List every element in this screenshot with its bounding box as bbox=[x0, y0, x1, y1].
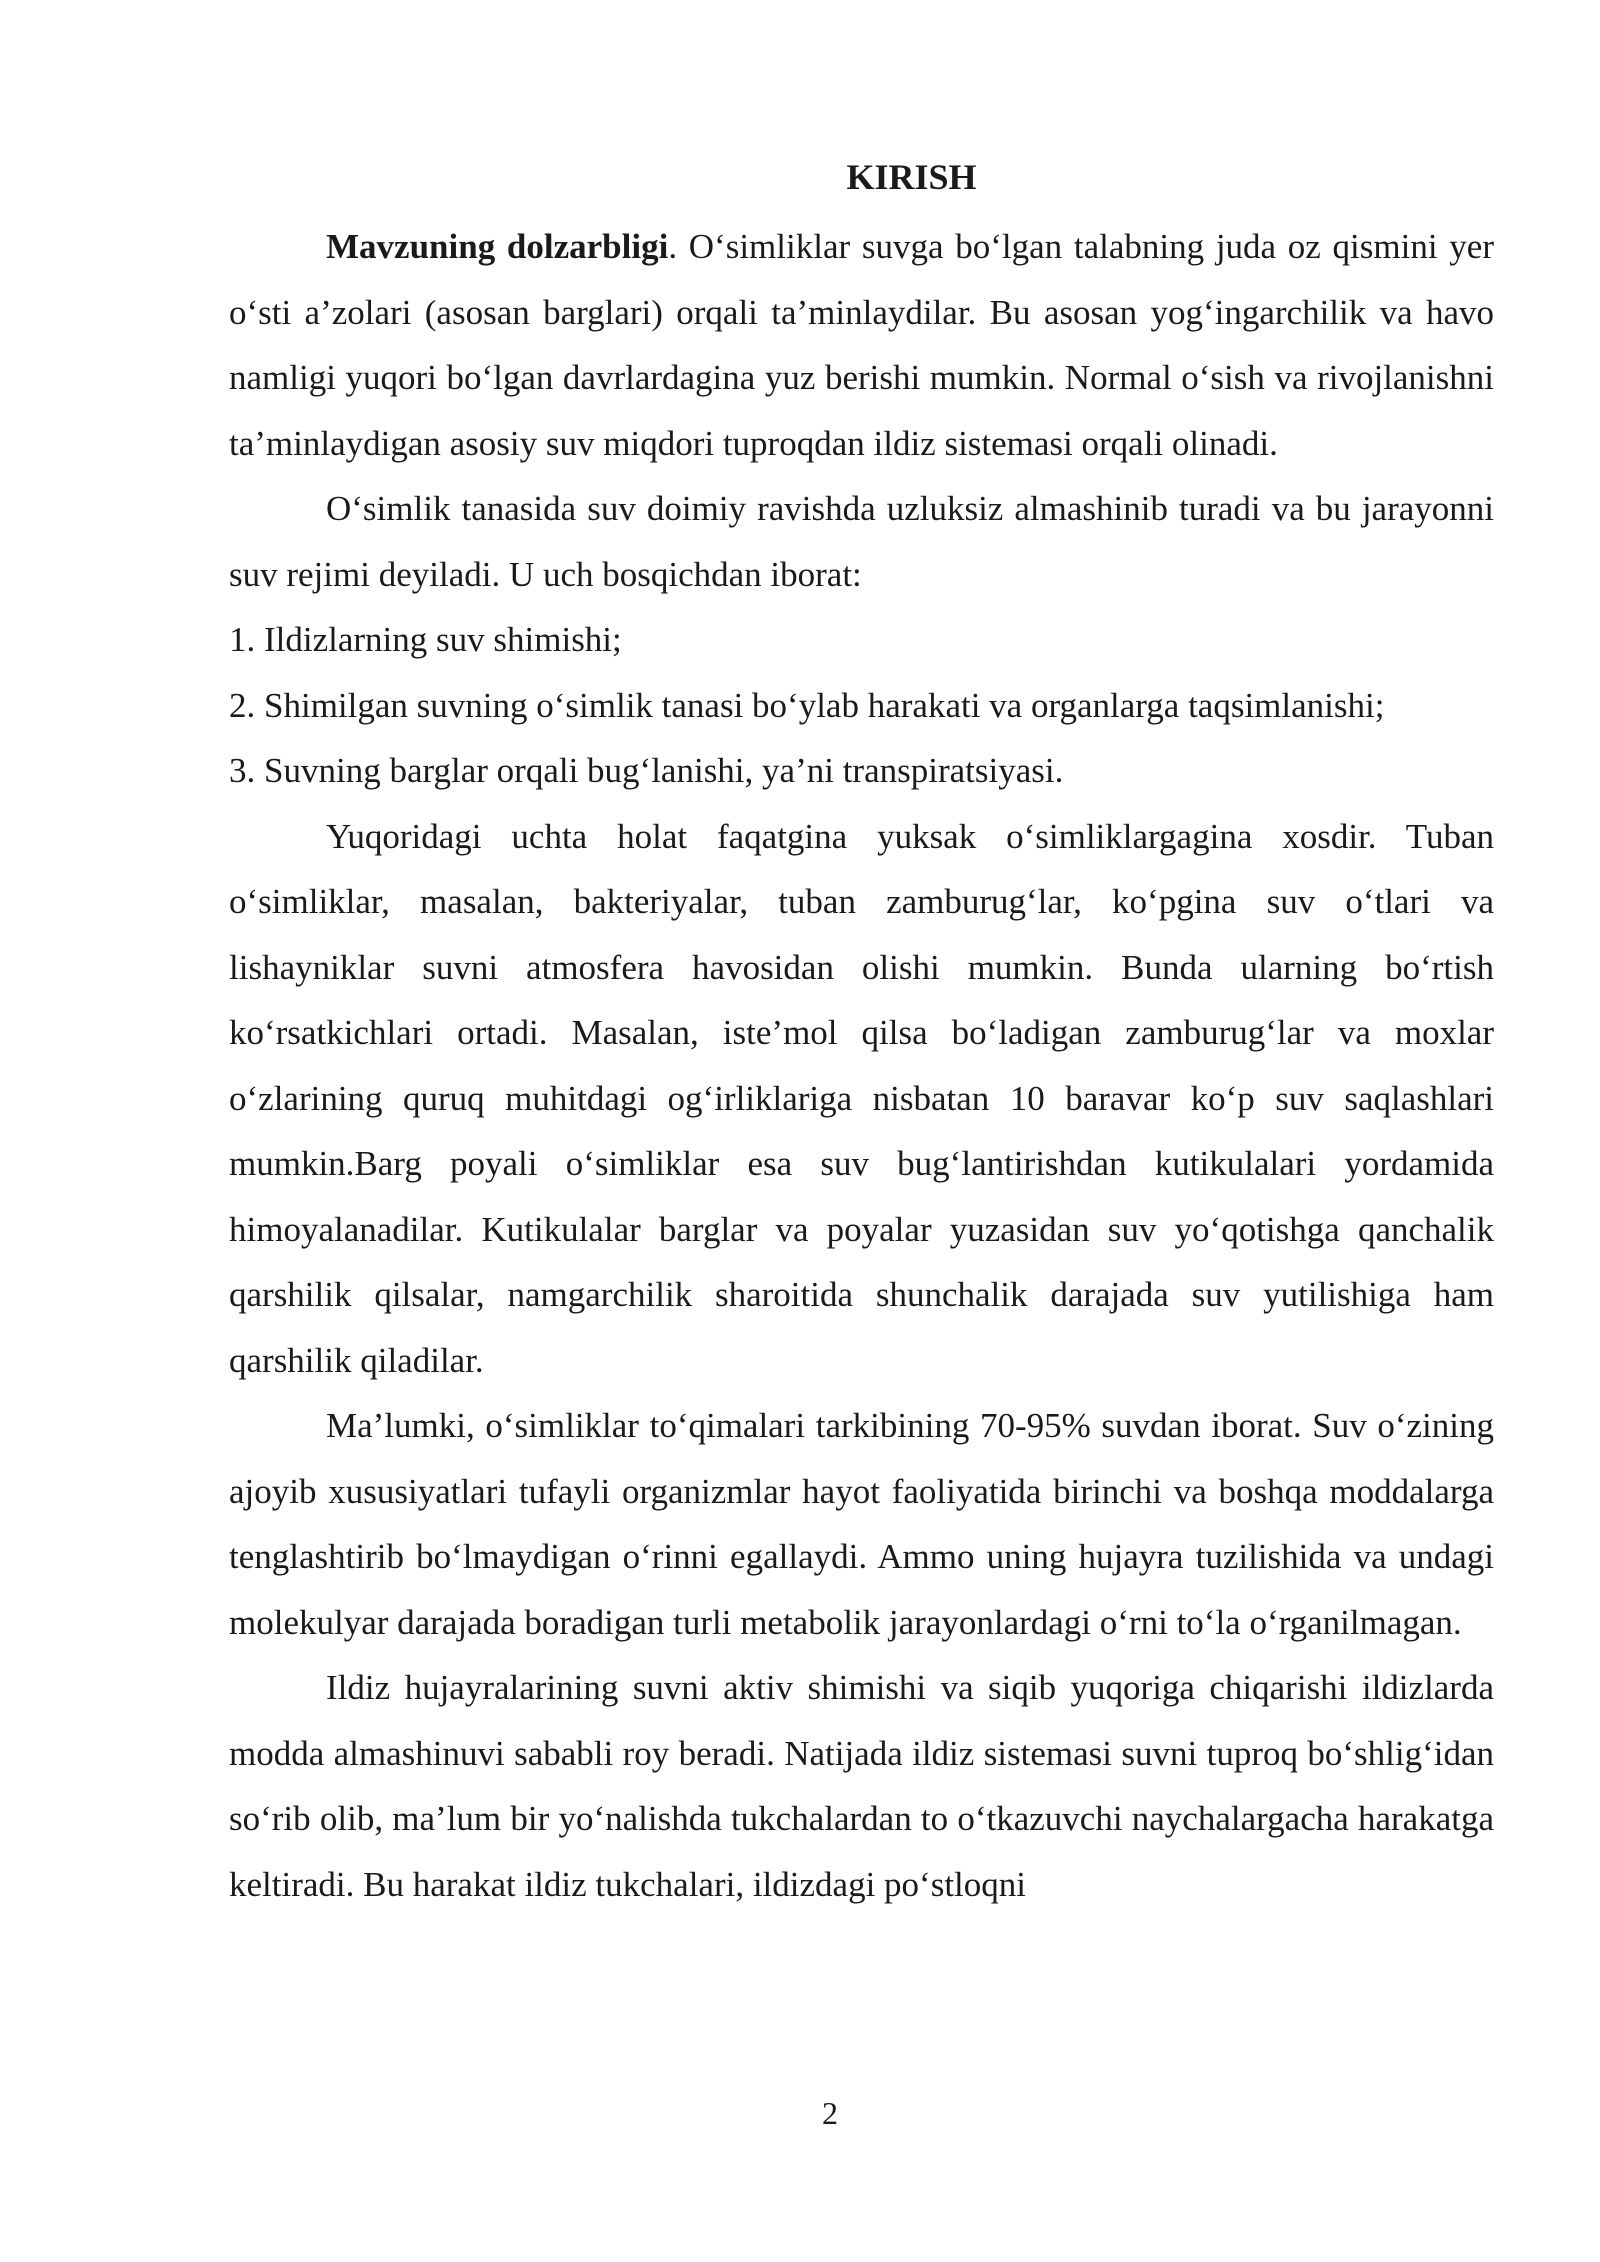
document-page bbox=[229, 148, 1494, 1917]
paragraph-water-regime: O‘simlik tanasida suv doimiy ravishda uzluksiz almashinib turadi va bu jarayonni suv rejimi deyiladi. U uch bosqichdan iborat: bbox=[229, 489, 1494, 594]
paragraph-water-content: Ma’lumki, o‘simliklar to‘qimalari tarkibining 70-95% suvdan iborat. Suv o‘zining ajoyib xususiyatlari tufayli organizmlar hayot faoliyatida birinchi va boshqa moddalarga tenglashtirib bo‘lmaydigan o‘rinni egallaydi. Ammo uning hujayra tuzilishida va undagi molekulyar darajada boradigan turli metabolik jarayonlardagi o‘rni to‘la o‘rganilmagan. bbox=[229, 1406, 1494, 1642]
paragraph-lower-plants: Yuqoridagi uchta holat faqatgina yuksak o‘simliklargagina xosdir. Tuban o‘simliklar, masalan, bakteriyalar, tuban zamburug‘lar, ko‘pgina suv o‘tlari va lishayniklar suvni atmosfera havosidan olishi mumkin. Bunda ularning bo‘rtish ko‘rsatkichlari ortadi. Masalan, iste’mol qilsa bo‘ladigan zamburug‘lar va moxlar o‘zlarining quruq muhitdagi og‘irliklariga nisbatan 10 baravar ko‘p suv saqlashlari mumkin.Barg poyali o‘simliklar esa suv bug‘lantirishdan kutikulalari yordamida himoyalanadilar. Kutikulalar barglar va poyalar yuzasidan suv yo‘qotishga qanchalik qarshilik qilsalar, namgarchilik sharoitida shunchalik darajada suv yutilishiga ham qarshilik qiladilar. bbox=[229, 816, 1494, 1380]
paragraph-relevance bbox=[229, 214, 1494, 476]
paragraph-text: . O‘simliklar suvga bo‘lgan talabning juda oz qismini yer o‘sti a’zolari (asosan barglari) orqali ta’minlaydilar. Bu asosan yog‘ingarchilik va havo namligi yuqori bo‘lgan davrlardagina yuz berishi mumkin. Normal o‘sish va rivojlanishni ta’minlaydigan asosiy suv miqdori tuproqdan ildiz sistemasi orqali olinadi. bbox=[229, 227, 1494, 463]
section-heading: KIRISH bbox=[846, 157, 977, 197]
paragraph-lead: Mavzuning dolzarbligi bbox=[326, 227, 669, 266]
paragraph-root-absorption: Ildiz hujayralarining suvni aktiv shimishi va siqib yuqoriga chiqarishi ildizlarda modda almashinuvi sababli roy beradi. Natijada ildiz sistemasi suvni tuproq bo‘shlig‘idan so‘rib olib, ma’lum bir yo‘nalishda tukchalardan to o‘tkazuvchi naychalargacha harakatga keltiradi. Bu harakat ildiz tukchalari, ildizdagi po‘stloqni bbox=[229, 1668, 1494, 1904]
page-number: 2 bbox=[822, 2095, 838, 2131]
list-item: 1. Ildizlarning suv shimishi; bbox=[229, 620, 622, 659]
list-item: 3. Suvning barglar orqali bug‘lanishi, ya’ni transpiratsiyasi. bbox=[229, 751, 1064, 790]
list-item: 2. Shimilgan suvning o‘simlik tanasi bo‘ylab harakati va organlarga taqsimlanishi; bbox=[229, 685, 1385, 725]
